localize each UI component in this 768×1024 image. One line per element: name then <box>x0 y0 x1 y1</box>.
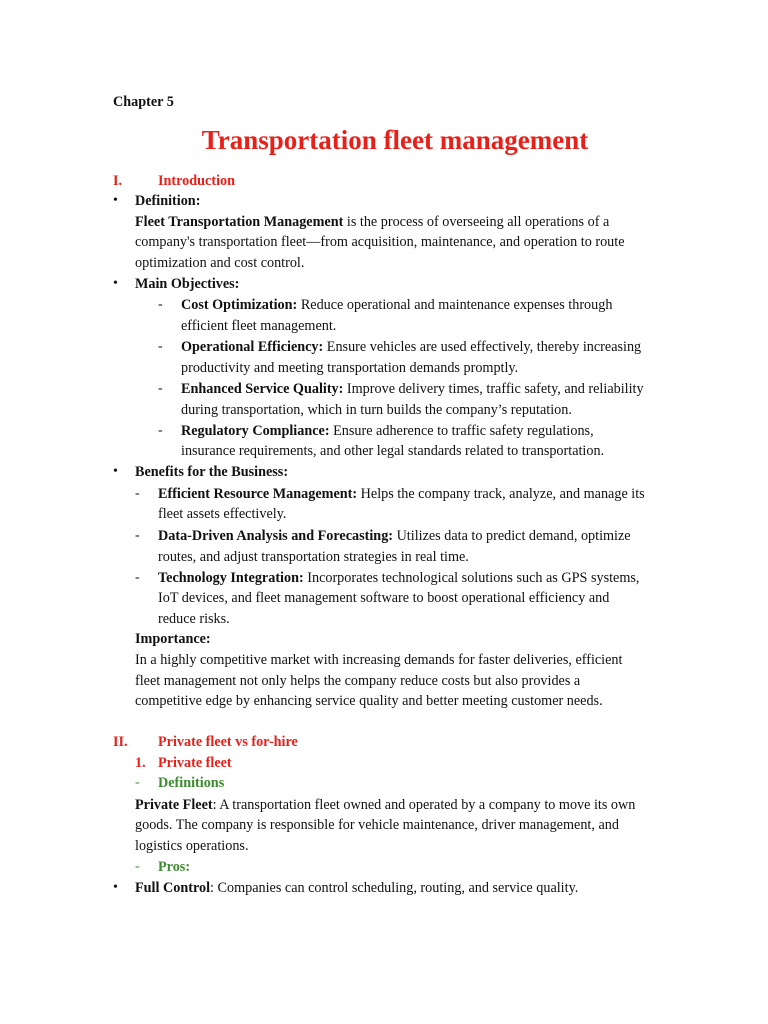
definition-label: Definition: <box>135 193 201 209</box>
objectives-label: Main Objectives: <box>135 276 240 292</box>
benefit-line-cont: fleet assets effectively. <box>158 506 287 522</box>
private-fleet-term: Private Fleet <box>135 797 213 813</box>
dash-icon: - <box>158 297 163 312</box>
dash-icon: - <box>158 339 163 354</box>
importance-line-2: fleet management not only helps the company reduce costs but also provides a <box>135 673 581 689</box>
definition-line-1 <box>135 212 609 232</box>
objective-text: Ensure vehicles are used effectively, thereby increasing <box>323 339 642 355</box>
benefit-text: Utilizes data to predict demand, optimize <box>393 528 631 544</box>
benefits-label: Benefits for the Business: <box>135 464 289 480</box>
private-fleet-line-3: logistics operations. <box>135 838 249 854</box>
benefit-line-cont: IoT devices, and fleet management software to boost operational efficiency and <box>158 590 610 606</box>
importance-line-3: competitive edge by enhancing service quality and better meeting customer needs. <box>135 693 603 709</box>
document-title: Transportation fleet management <box>201 125 589 155</box>
bullet-icon: • <box>113 880 118 895</box>
full-control-term: Full Control <box>135 880 211 896</box>
objective-line-cont: productivity and meeting transportation demands promptly. <box>181 360 519 376</box>
benefit-text: Incorporates technological solutions such as GPS systems, <box>303 570 640 586</box>
objective-term: Cost Optimization: <box>181 297 298 313</box>
full-control-line <box>135 878 578 898</box>
private-fleet-line-1 <box>135 795 635 815</box>
objective-line <box>181 421 594 441</box>
section-2-heading: Private fleet vs for-hire <box>158 734 298 750</box>
benefit-line-cont: reduce risks. <box>158 611 230 627</box>
objective-text: Reduce operational and maintenance expenses through <box>297 297 613 313</box>
dash-icon: - <box>135 570 140 585</box>
objective-text: Improve delivery times, traffic safety, and reliability <box>343 381 644 397</box>
objective-line-cont: insurance requirements, and other legal standards related to transportation. <box>181 443 605 459</box>
bullet-icon: • <box>113 276 118 291</box>
objective-line-cont: during transportation, which in turn builds the company’s reputation. <box>181 402 572 418</box>
dash-icon: - <box>158 381 163 396</box>
benefit-line <box>158 568 639 588</box>
dash-icon: - <box>158 423 163 438</box>
objective-term: Operational Efficiency: <box>181 339 324 355</box>
objective-text: Ensure adherence to traffic safety regulations, <box>329 423 594 439</box>
importance-line-1: In a highly competitive market with increasing demands for faster deliveries, efficient <box>135 652 623 668</box>
bullet-icon: • <box>113 193 118 208</box>
private-fleet-line-2: goods. The company is responsible for vehicle maintenance, driver management, and <box>135 817 619 833</box>
pros-heading: Pros: <box>158 859 191 875</box>
benefit-term: Efficient Resource Management: <box>158 486 358 502</box>
objective-line <box>181 295 612 315</box>
objective-term: Regulatory Compliance: <box>181 423 330 439</box>
dash-icon: - <box>135 486 140 501</box>
benefit-line-cont: routes, and adjust transportation strategies in real time. <box>158 549 469 565</box>
benefit-text: Helps the company track, analyze, and manage its <box>357 486 645 502</box>
section-1-number: I. <box>113 173 123 189</box>
private-fleet-text: : A transportation fleet owned and operated by a company to move its own <box>212 797 636 813</box>
benefit-term: Technology Integration: <box>158 570 304 586</box>
definition-term: Fleet Transportation Management <box>135 214 344 230</box>
definition-line-2: company's transportation fleet—from acquisition, maintenance, and operation to route <box>135 234 625 250</box>
definition-line-3: optimization and cost control. <box>135 255 305 271</box>
bullet-icon: • <box>113 464 118 479</box>
full-control-text: : Companies can control scheduling, routing, and service quality. <box>210 880 579 896</box>
definition-text: is the process of overseeing all operations of a <box>343 214 610 230</box>
subsection-number: 1. <box>135 755 146 771</box>
section-2-number: II. <box>113 734 128 750</box>
chapter-label: Chapter 5 <box>113 94 174 110</box>
subsection-heading: Private fleet <box>158 755 232 771</box>
objective-line-cont: efficient fleet management. <box>181 318 337 334</box>
dash-icon: - <box>135 528 140 543</box>
importance-label: Importance: <box>135 631 211 647</box>
benefit-line <box>158 526 631 546</box>
benefit-term: Data-Driven Analysis and Forecasting: <box>158 528 394 544</box>
benefit-line <box>158 484 645 504</box>
objective-line <box>181 379 644 399</box>
dash-icon: - <box>135 859 140 874</box>
objective-term: Enhanced Service Quality: <box>181 381 344 397</box>
dash-icon: - <box>135 775 140 790</box>
section-1-heading: Introduction <box>158 173 235 189</box>
definitions-heading: Definitions <box>158 775 225 791</box>
objective-line <box>181 337 641 357</box>
